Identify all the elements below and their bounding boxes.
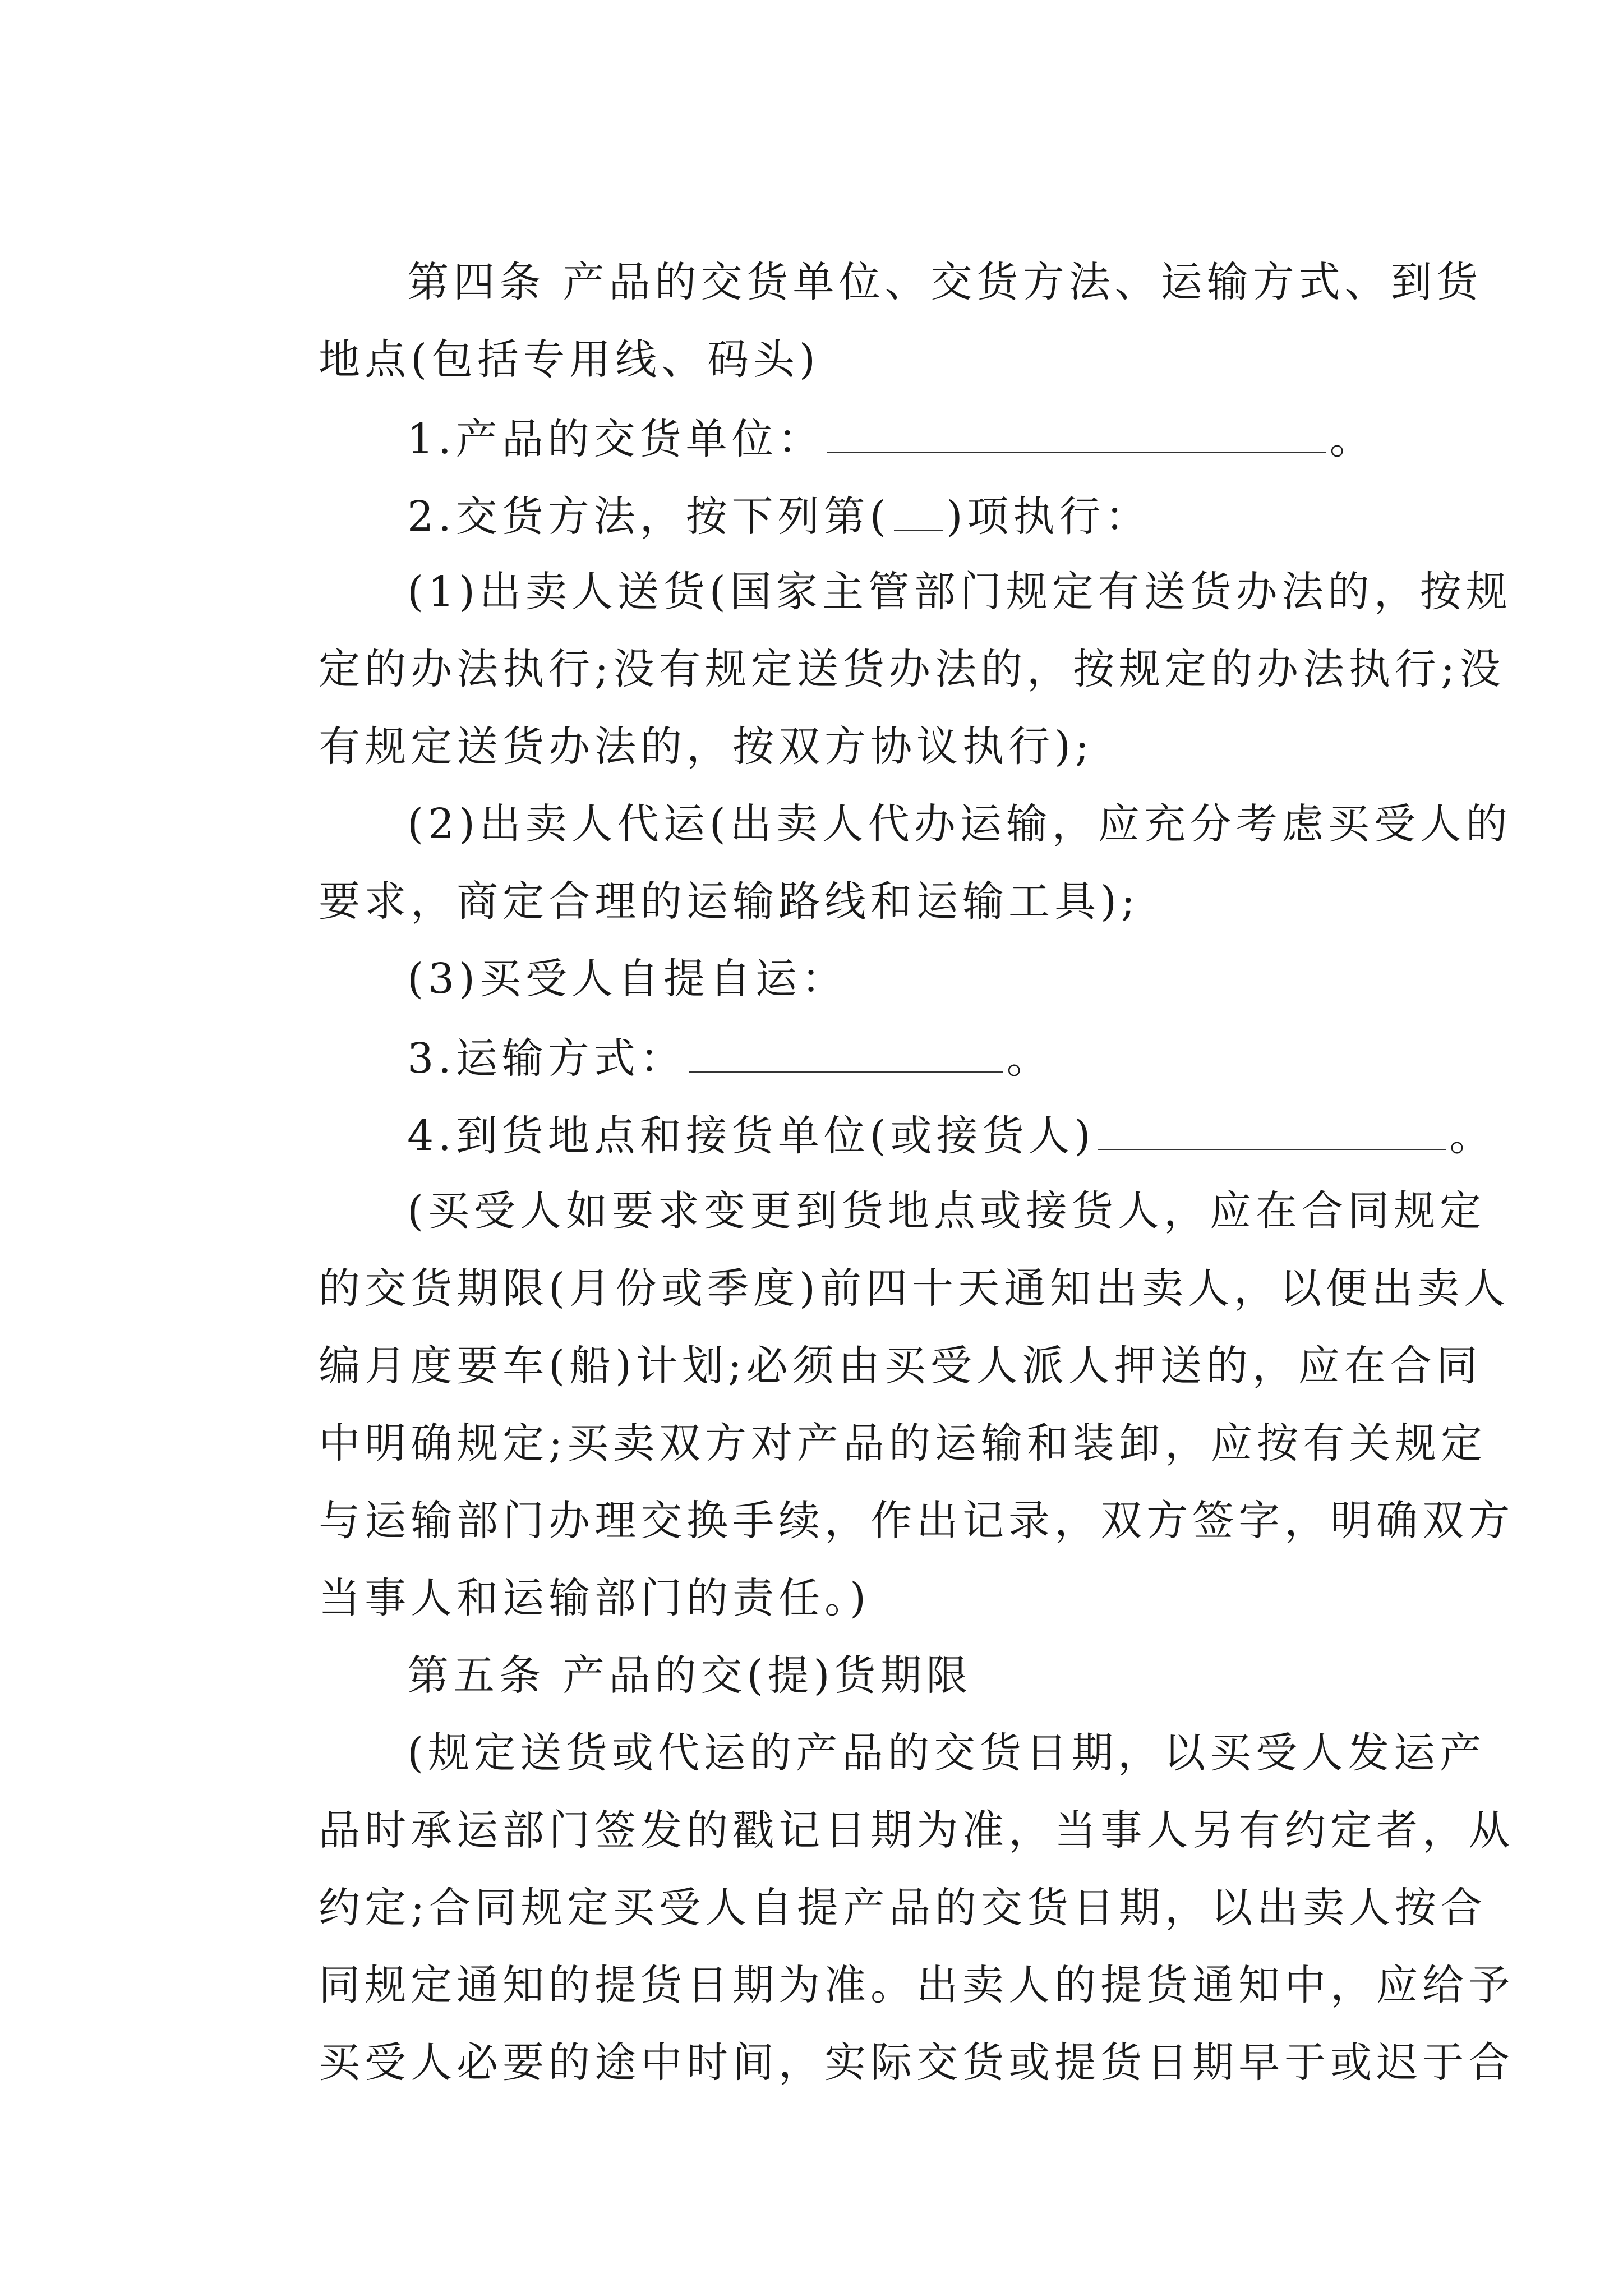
item-4-arrival-place: 4.到货地点和接货单位(或接货人) 。 bbox=[407, 1112, 1496, 1160]
option-2-line1: (2)出卖人代运(出卖人代办运输，应充分考虑买受人的 bbox=[407, 800, 1512, 848]
article-4-heading-line1: 第四条 产品的交货单位、交货方法、运输方式、到货 bbox=[407, 258, 1483, 306]
note-line5: 与运输部门办理交换手续，作出记录，双方签字，明确双方 bbox=[319, 1497, 1515, 1545]
option-3: (3)买受人自提自运： bbox=[407, 955, 847, 1003]
article-5-para-line5: 买受人必要的途中时间，实际交货或提货日期早于或迟于合 bbox=[319, 2039, 1515, 2087]
option-1-line3: 有规定送货办法的，按双方协议执行); bbox=[319, 723, 1094, 771]
note-line1: (买受人如要求变更到货地点或接货人，应在合同规定 bbox=[407, 1187, 1486, 1235]
article-5-para-line4: 同规定通知的提货日期为准。出卖人的提货通知中，应给予 bbox=[319, 1961, 1515, 2009]
transport-mode-blank[interactable] bbox=[689, 1036, 1003, 1073]
method-choice-blank[interactable] bbox=[894, 494, 943, 531]
article-5-para-line3: 约定;合同规定买受人自提产品的交货日期，以出卖人按合 bbox=[319, 1884, 1487, 1932]
note-line2: 的交货期限(月份或季度)前四十天通知出卖人，以便出卖人 bbox=[319, 1264, 1510, 1313]
delivery-unit-blank[interactable] bbox=[827, 416, 1326, 453]
article-5-heading: 第五条 产品的交(提)货期限 bbox=[407, 1651, 972, 1700]
article-5-para-line2: 品时承运部门签发的戳记日期为准，当事人另有约定者，从 bbox=[319, 1806, 1515, 1855]
option-1-line1: (1)出卖人送货(国家主管部门规定有送货办法的，按规 bbox=[407, 568, 1512, 616]
note-line6: 当事人和运输部门的责任。) bbox=[319, 1574, 870, 1622]
article-5-para-line1: (规定送货或代运的产品的交货日期，以买受人发运产 bbox=[407, 1729, 1486, 1777]
option-1-line2: 定的办法执行;没有规定送货办法的，按规定的办法执行;没 bbox=[319, 645, 1505, 693]
note-line4: 中明确规定;买卖双方对产品的运输和装卸，应按有关规定 bbox=[319, 1419, 1487, 1467]
option-2-line2: 要求，商定合理的运输路线和运输工具); bbox=[319, 877, 1140, 926]
note-line3: 编月度要车(船)计划;必须由买受人派人押送的，应在合同 bbox=[319, 1342, 1482, 1390]
item-3-transport-mode: 3.运输方式： 。 bbox=[407, 1034, 1053, 1083]
item-2-delivery-method: 2.交货方法，按下列第( )项执行： bbox=[407, 493, 1151, 541]
article-4-heading-line2: 地点(包括专用线、码头) bbox=[319, 335, 820, 384]
arrival-place-blank[interactable] bbox=[1098, 1113, 1446, 1150]
item-1-delivery-unit: 1.产品的交货单位： 。 bbox=[407, 415, 1376, 463]
